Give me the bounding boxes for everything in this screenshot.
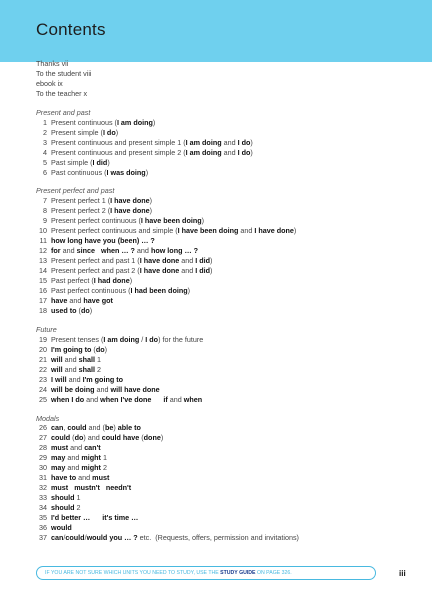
unit-title-text: etc. (Requests, offers, permission and invitations) [137, 532, 299, 542]
unit-title-text: and [134, 246, 151, 256]
unit-number: 21 [39, 354, 47, 364]
unit-number: 7 [43, 196, 47, 206]
unit-title-bold: can [51, 423, 64, 433]
unit-entry[interactable] [36, 256, 416, 266]
unit-number: 11 [39, 236, 47, 246]
unit-entry[interactable] [36, 513, 416, 523]
unit-entry[interactable] [36, 355, 416, 365]
footer-text-before: IF YOU ARE NOT SURE WHICH UNITS YOU NEED TO STUDY, USE THE [45, 570, 221, 576]
unit-title-bold: will have done [110, 384, 160, 394]
unit-title-bold: how long have you (been) … ? [51, 236, 155, 246]
unit-title-text: and [68, 443, 85, 453]
unit-title-bold: done [143, 433, 161, 443]
unit-title-text: 2 [100, 463, 107, 473]
unit-number: 25 [39, 394, 47, 404]
unit-number: 35 [39, 513, 47, 523]
unit-number: 37 [39, 532, 47, 542]
unit-title-bold: I am doing [103, 334, 140, 344]
unit-entry[interactable] [36, 296, 416, 306]
unit-number: 23 [39, 374, 47, 384]
unit-number: 31 [39, 473, 47, 483]
page-number: iii [399, 569, 406, 578]
unit-title-bold: I'm going to [51, 344, 92, 354]
unit-number: 20 [39, 344, 47, 354]
unit-number: 10 [39, 226, 47, 236]
unit-title-bold: how long … ? [150, 246, 199, 256]
unit-title-bold: shall [78, 354, 95, 364]
unit-title-bold: must [51, 483, 69, 493]
unit-title-text: ) [107, 157, 110, 167]
unit-entry[interactable] [36, 433, 416, 443]
unit-number: 36 [39, 522, 47, 532]
unit-title-text: and [62, 354, 79, 364]
unit-entry[interactable] [36, 493, 416, 503]
intro-item[interactable]: To the teacher x [36, 88, 88, 98]
unit-title-text: Present continuous and present simple 1 ( [51, 137, 186, 147]
unit-title-text: Present perfect and past 2 ( [51, 266, 140, 276]
unit-title-text: Present perfect 1 ( [51, 196, 111, 206]
unit-title-text: ) [129, 276, 133, 286]
unit-title-bold: do [80, 305, 90, 315]
unit-title-text: / [84, 532, 87, 542]
unit-title-bold: should [51, 503, 75, 513]
unit-number: 4 [43, 147, 47, 157]
unit-entry[interactable] [36, 533, 416, 543]
unit-entry[interactable] [36, 453, 416, 463]
unit-title-bold: should [51, 493, 75, 503]
unit-number: 29 [39, 453, 47, 463]
unit-entry[interactable] [36, 158, 416, 168]
unit-title-text: 1 [74, 493, 81, 503]
unit-title-bold: when I do [51, 394, 85, 404]
unit-title-text: Present perfect continuous and simple ( [51, 226, 178, 236]
unit-title-bold: I am doing [185, 147, 222, 157]
unit-title-text: Present continuous and present simple 2 ( [51, 147, 186, 157]
unit-title-bold: do [95, 344, 105, 354]
unit-title-bold: I do [237, 137, 251, 147]
unit-title-text: ) [250, 137, 253, 147]
unit-entry[interactable] [36, 276, 416, 286]
unit-number: 33 [39, 493, 47, 503]
unit-title-text: ( [76, 305, 81, 315]
unit-title-text [90, 513, 102, 522]
unit-title-text: ) [89, 305, 93, 315]
unit-title-text: ) and [83, 433, 102, 443]
unit-entry[interactable] [36, 463, 416, 473]
page-title: Contents [36, 20, 106, 39]
unit-title-bold: could [67, 423, 87, 433]
unit-title-bold: I do [145, 334, 159, 344]
section-heading: Present perfect and past [36, 186, 115, 196]
unit-entry[interactable] [36, 128, 416, 138]
unit-number: 22 [39, 364, 47, 374]
unit-title-bold: since [76, 246, 95, 256]
unit-entry[interactable] [36, 168, 416, 178]
unit-title-text: and [179, 266, 196, 276]
unit-title-bold: mustn't [74, 483, 100, 493]
unit-title-text: and [94, 384, 111, 394]
unit-entry[interactable] [36, 138, 416, 148]
unit-title-bold: shall [78, 364, 95, 374]
unit-title-text: ) [210, 266, 213, 276]
unit-title-text: 1 [100, 453, 107, 463]
unit-title-text: and [65, 453, 82, 463]
unit-title-text: 1 [94, 354, 101, 364]
unit-entry[interactable] [36, 503, 416, 513]
unit-entry[interactable] [36, 365, 416, 375]
unit-title-bold: I did [92, 157, 108, 167]
unit-title-text: ( [70, 433, 75, 443]
unit-title-bold: I did [195, 256, 211, 266]
unit-entry[interactable] [36, 335, 416, 345]
unit-title-bold: if [163, 394, 168, 404]
unit-title-text: and ( [86, 423, 105, 433]
unit-title-bold: needn't [105, 483, 132, 493]
unit-title-bold: will [51, 354, 63, 364]
intro-item[interactable]: ebook ix [36, 78, 63, 88]
unit-title-text: 2 [94, 364, 101, 374]
unit-entry[interactable] [36, 118, 416, 128]
unit-title-text: Present perfect and past 1 ( [51, 256, 140, 266]
unit-number: 14 [39, 266, 47, 276]
unit-title-bold: able to [117, 423, 141, 433]
unit-entry[interactable] [36, 423, 416, 433]
unit-entry[interactable] [36, 196, 416, 206]
unit-title-text: ) [293, 226, 297, 236]
unit-number: 12 [39, 246, 47, 256]
unit-title-text: Past perfect continuous ( [51, 286, 131, 296]
unit-title-bold: I have done [254, 226, 294, 236]
unit-number: 27 [39, 433, 47, 443]
unit-title-text: ) [250, 147, 253, 157]
unit-title-text: and [66, 374, 83, 384]
unit-number: 32 [39, 483, 47, 493]
unit-title-text: and [76, 473, 93, 483]
intro-item[interactable]: Thanks vii [36, 59, 69, 68]
unit-title-text: 2 [74, 503, 81, 513]
header-band [0, 0, 432, 62]
intro-list [36, 59, 416, 99]
unit-title-bold: I do [237, 147, 251, 157]
unit-title-text: Present perfect 2 ( [51, 206, 111, 216]
unit-entry[interactable] [36, 375, 416, 385]
unit-title-bold: might [81, 463, 101, 473]
study-guide-banner [36, 566, 376, 580]
unit-number: 8 [43, 206, 47, 216]
unit-title-bold: will be doing [51, 384, 95, 394]
unit-title-text: and [60, 246, 77, 256]
unit-title-text: ) [210, 256, 213, 266]
unit-entry[interactable] [36, 236, 416, 246]
unit-title-bold: when … ? [100, 246, 135, 256]
unit-title-bold: be [104, 423, 114, 433]
unit-entry[interactable] [36, 473, 416, 483]
unit-title-bold: could [51, 433, 71, 443]
unit-entry[interactable] [36, 523, 416, 533]
unit-title-text: , [63, 423, 68, 433]
unit-title-text: ) [201, 216, 205, 226]
unit-title-bold: do [74, 433, 84, 443]
unit-title-text: and [62, 364, 79, 374]
unit-title-bold: would [51, 522, 72, 532]
unit-entry[interactable] [36, 306, 416, 316]
unit-title-bold: I had done [93, 276, 130, 286]
intro-item[interactable]: To the student viii [36, 68, 92, 78]
unit-title-bold: I have done [139, 256, 180, 266]
unit-number: 13 [39, 256, 47, 266]
sections-container [36, 108, 416, 543]
unit-number: 15 [39, 276, 47, 286]
unit-title-text: and [67, 295, 84, 305]
unit-title-bold: I have done [139, 266, 180, 276]
unit-number: 30 [39, 463, 47, 473]
unit-title-bold: I'd better … [51, 513, 91, 523]
unit-number: 34 [39, 503, 47, 513]
unit-title-bold: I did [195, 266, 211, 276]
unit-title-text: ) [152, 117, 156, 127]
unit-title-text: Present perfect continuous ( [51, 216, 141, 226]
unit-title-text: and [65, 463, 82, 473]
unit-title-text: Present simple ( [51, 127, 103, 137]
unit-title-bold: I am doing [185, 137, 222, 147]
unit-number: 16 [39, 286, 47, 296]
unit-title-text: and [221, 147, 238, 157]
section-heading: Present and past [36, 107, 91, 117]
unit-title-bold: must [92, 473, 110, 483]
unit-entry[interactable] [36, 443, 416, 453]
unit-title-text: Past simple ( [51, 157, 93, 167]
unit-title-bold: I will [51, 374, 67, 384]
unit-title-text: Past perfect ( [51, 276, 94, 286]
footer-text-after: ON PAGE 326. [255, 570, 292, 576]
unit-number: 19 [39, 334, 47, 344]
unit-title-text: ) for the future [158, 334, 204, 344]
unit-title-bold: it's time … [102, 513, 139, 523]
unit-title-bold: when I've done [100, 394, 152, 404]
unit-title-bold: have got [83, 295, 113, 305]
unit-number: 28 [39, 443, 47, 453]
unit-entry[interactable] [36, 483, 416, 493]
unit-number: 3 [43, 137, 47, 147]
unit-number: 26 [39, 423, 47, 433]
unit-title-text [151, 395, 163, 404]
unit-title-text: ( [139, 433, 144, 443]
unit-title-text: and [84, 394, 101, 404]
unit-title-bold: might [81, 453, 101, 463]
unit-title-bold: I was doing [106, 167, 146, 177]
unit-title-text: Present tenses ( [51, 334, 104, 344]
unit-entry[interactable] [36, 216, 416, 226]
unit-title-bold: when [183, 394, 203, 404]
unit-title-bold: must [51, 443, 69, 453]
unit-title-bold: I had been doing [130, 286, 188, 296]
unit-title-bold: used to [51, 305, 77, 315]
unit-title-text: ) [113, 423, 118, 433]
unit-title-bold: would you … ? [86, 532, 138, 542]
section-heading: Modals [36, 413, 60, 423]
unit-number: 24 [39, 384, 47, 394]
study-guide-link[interactable]: STUDY GUIDE [220, 570, 256, 576]
unit-title-text: / [63, 532, 66, 542]
unit-entry[interactable] [36, 286, 416, 296]
unit-title-bold: I have been doing [177, 226, 239, 236]
unit-entry[interactable] [36, 345, 416, 355]
unit-number: 9 [43, 216, 47, 226]
unit-number: 5 [43, 157, 47, 167]
unit-entry[interactable] [36, 148, 416, 158]
unit-title-text: and [238, 226, 255, 236]
unit-title-text: ) [145, 167, 149, 177]
unit-title-bold: I have been doing [140, 216, 202, 226]
unit-entry[interactable] [36, 226, 416, 236]
unit-title-bold: could [65, 532, 85, 542]
contents-list [36, 59, 416, 543]
unit-title-text: and [221, 137, 238, 147]
unit-title-bold: have to [51, 473, 77, 483]
unit-title-bold: can [51, 532, 64, 542]
unit-number: 18 [39, 305, 47, 315]
unit-title-bold: will [51, 364, 63, 374]
unit-number: 2 [43, 127, 47, 137]
unit-entry[interactable] [36, 266, 416, 276]
unit-title-text: ) [104, 344, 108, 354]
unit-title-text: and [179, 256, 196, 266]
unit-entry[interactable] [36, 206, 416, 216]
unit-number: 1 [43, 117, 47, 127]
unit-title-bold: I am doing [116, 117, 153, 127]
unit-title-text: ( [91, 344, 96, 354]
unit-title-bold: may [51, 463, 66, 473]
section-heading: Future [36, 324, 57, 334]
unit-entry[interactable] [36, 395, 416, 405]
unit-title-bold: I do [102, 127, 116, 137]
unit-title-bold: for [51, 246, 61, 256]
unit-title-bold: can't [84, 443, 101, 453]
unit-title-bold: I have done [110, 196, 150, 206]
unit-number: 17 [39, 295, 47, 305]
unit-title-text: ) [149, 206, 153, 216]
unit-title-bold: I have done [110, 206, 150, 216]
unit-title-text: Past continuous ( [51, 167, 107, 177]
unit-title-text: / [139, 334, 146, 344]
unit-title-bold: I'm going to [82, 374, 124, 384]
unit-number: 6 [43, 167, 47, 177]
unit-title-text: ) [149, 196, 153, 206]
unit-title-text: and [167, 394, 184, 404]
unit-title-text: ) [187, 286, 191, 296]
unit-title-text: Present continuous ( [51, 117, 117, 127]
unit-entry[interactable] [36, 246, 416, 256]
unit-title-bold: have [51, 295, 68, 305]
unit-entry[interactable] [36, 385, 416, 395]
unit-title-text: ) [160, 433, 164, 443]
unit-title-bold: may [51, 453, 66, 463]
unit-title-text: ) [115, 127, 119, 137]
unit-title-bold: could have [101, 433, 140, 443]
